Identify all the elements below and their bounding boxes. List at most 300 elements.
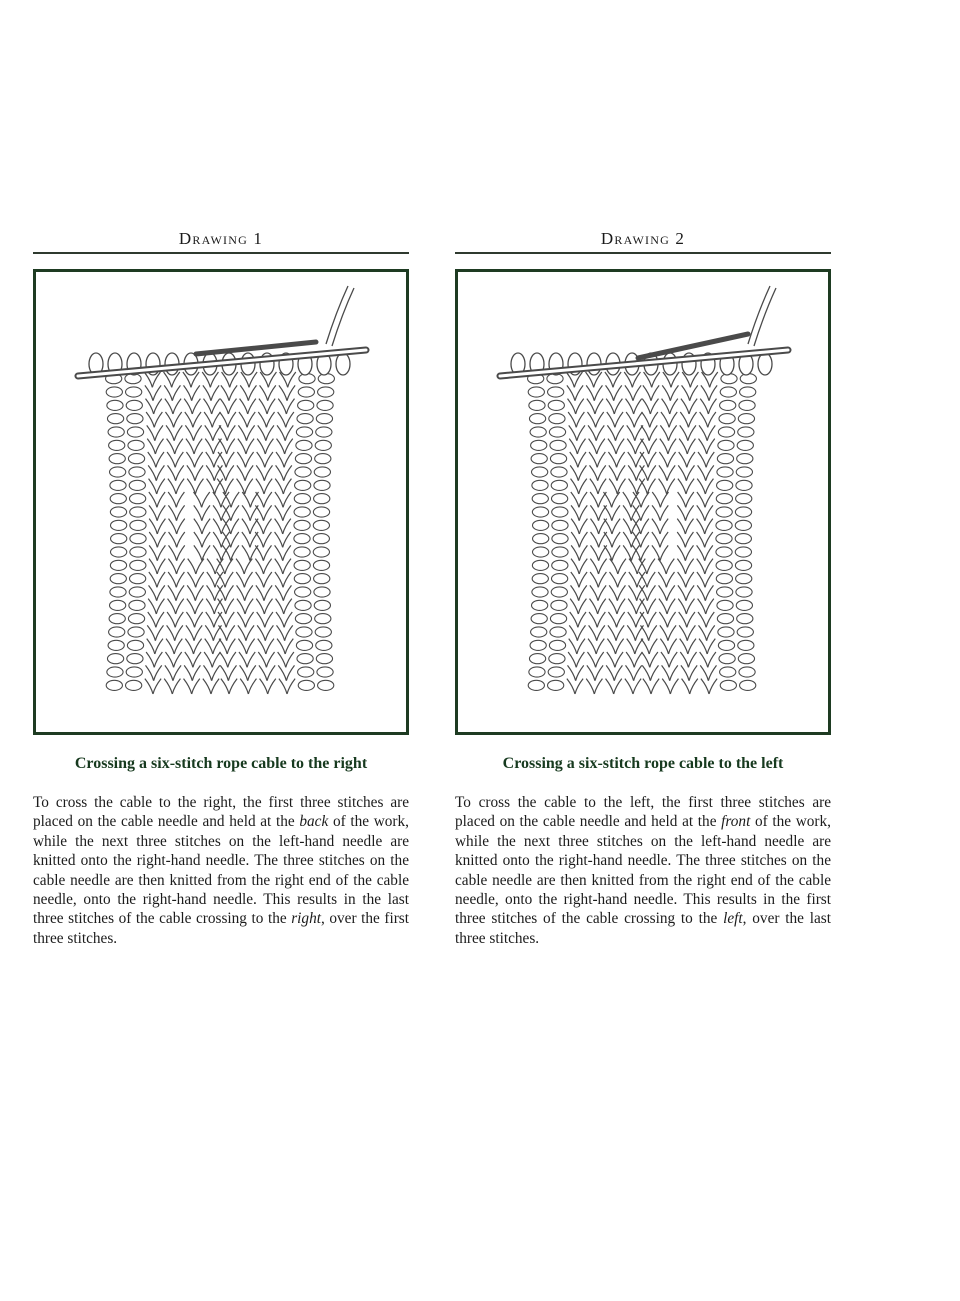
purl-stitch (717, 467, 733, 477)
knit-stitch-leg (627, 639, 635, 654)
knit-stitch-leg (231, 532, 239, 547)
knit-stitch-leg (623, 492, 631, 507)
knit-stitch-leg (239, 652, 247, 667)
knit-stitch-leg (614, 385, 622, 400)
knit-stitch-leg (686, 492, 694, 507)
knit-stitch-leg (205, 625, 213, 640)
purl-stitch (314, 574, 330, 584)
knit-stitch-leg (147, 639, 155, 654)
knit-stitch-leg (571, 532, 579, 547)
knit-stitch-leg (625, 679, 633, 694)
purl-stitch (110, 494, 126, 504)
knit-stitch-leg (192, 679, 200, 694)
knit-stitch-leg (219, 639, 227, 654)
knit-stitch-leg (157, 572, 165, 587)
purl-stitch (318, 387, 334, 397)
knit-stitch-leg (211, 679, 219, 694)
knit-stitch-leg (616, 425, 624, 440)
knit-stitch-leg (626, 665, 634, 680)
knit-stitch-leg (708, 399, 716, 414)
knit-stitch-leg (211, 385, 219, 400)
knit-stitch-leg (667, 452, 675, 467)
knit-stitch-leg (192, 665, 200, 680)
knit-stitch-leg (650, 399, 658, 414)
knit-stitch-leg (149, 492, 157, 507)
knit-stitch-leg (207, 572, 215, 587)
knit-stitch-leg (590, 559, 598, 574)
knit-stitch-leg (609, 465, 617, 480)
knit-stitch-leg (579, 545, 587, 560)
purl-stitch (126, 680, 142, 690)
knit-stitch-leg (571, 559, 579, 574)
knit-stitch-leg (247, 639, 255, 654)
knit-stitch-leg (207, 479, 215, 494)
knit-stitch-leg (568, 399, 576, 414)
knit-stitch-leg (286, 652, 294, 667)
knit-stitch-leg (203, 679, 211, 694)
knit-stitch-leg (642, 665, 650, 680)
knit-stitch-leg (698, 612, 706, 627)
knit-stitch-leg (229, 679, 237, 694)
knit-stitch-leg (604, 505, 612, 520)
knit-stitch-leg (157, 532, 165, 547)
knit-stitch-leg (679, 439, 687, 454)
knit-stitch-leg (690, 385, 698, 400)
knit-stitch-leg (606, 399, 614, 414)
knit-stitch-leg (167, 625, 175, 640)
knit-stitch-leg (242, 545, 250, 560)
purl-stitch (128, 454, 144, 464)
knit-stitch-leg (597, 612, 605, 627)
knit-stitch-leg (164, 385, 172, 400)
knit-stitch-leg (168, 599, 176, 614)
knit-stitch-leg (604, 519, 612, 534)
knit-stitch-leg (578, 612, 586, 627)
knit-stitch-leg (598, 585, 606, 600)
knit-stitch-leg (275, 585, 283, 600)
purl-stitch (720, 387, 736, 397)
knit-stitch-leg (641, 505, 649, 520)
purl-stitch (532, 587, 548, 597)
knit-stitch-leg (166, 639, 174, 654)
knit-stitch-leg (177, 545, 185, 560)
knit-stitch-leg (149, 559, 157, 574)
knit-stitch-leg (609, 572, 617, 587)
knit-stitch-leg (157, 519, 165, 534)
knit-stitch-leg (195, 452, 203, 467)
knit-stitch-leg (147, 425, 155, 440)
knit-stitch-leg (149, 532, 157, 547)
knit-stitch-leg (248, 385, 256, 400)
purl-stitch (739, 400, 755, 410)
knit-stitch-leg (636, 452, 644, 467)
knit-stitch-leg (146, 652, 154, 667)
knit-stitch-leg (275, 492, 283, 507)
knit-stitch-leg (188, 559, 196, 574)
purl-stitch (127, 414, 143, 424)
purl-stitch (109, 454, 125, 464)
purl-stitch (736, 480, 752, 490)
knit-stitch-leg (245, 479, 253, 494)
knit-stitch-leg (266, 652, 274, 667)
knit-stitch-leg (679, 612, 687, 627)
knit-stitch-leg (157, 479, 165, 494)
purl-stitch (531, 454, 547, 464)
knit-stitch-leg (590, 479, 598, 494)
knit-stitch-leg (237, 479, 245, 494)
emphasis-word: front (721, 813, 751, 831)
knit-stitch-leg (213, 532, 221, 547)
knit-stitch-leg (155, 425, 163, 440)
knit-stitch-leg (244, 572, 252, 587)
purl-stitch (315, 454, 331, 464)
purl-stitch (295, 454, 311, 464)
knit-stitch-leg (196, 559, 204, 574)
knit-stitch-leg (590, 465, 598, 480)
knit-stitch-leg (700, 665, 708, 680)
knit-stitch-leg (155, 639, 163, 654)
knit-stitch-leg (571, 479, 579, 494)
knit-stitch-leg (701, 385, 709, 400)
knit-stitch-leg (698, 452, 706, 467)
knit-stitch-leg (148, 452, 156, 467)
purl-stitch (551, 587, 567, 597)
knit-stitch-leg (156, 599, 164, 614)
purl-stitch (318, 680, 334, 690)
knit-stitch-leg (148, 465, 156, 480)
purl-stitch (718, 627, 734, 637)
knit-stitch-leg (202, 505, 210, 520)
knit-stitch-leg (607, 639, 615, 654)
knit-stitch-leg (240, 385, 248, 400)
knit-stitch-leg (697, 492, 705, 507)
knit-stitch-leg (701, 679, 709, 694)
knit-stitch-leg (649, 639, 657, 654)
knit-stitch-leg (571, 505, 579, 520)
purl-stitch (718, 427, 734, 437)
knit-stitch-leg (165, 652, 173, 667)
knit-stitch-leg (575, 679, 583, 694)
purl-stitch (737, 627, 753, 637)
knit-stitch-leg (285, 425, 293, 440)
purl-stitch (109, 614, 125, 624)
knit-stitch-leg (652, 505, 660, 520)
purl-stitch (736, 494, 752, 504)
knit-stitch-leg (598, 599, 606, 614)
knit-stitch-leg (662, 679, 670, 694)
purl-stitch (316, 654, 332, 664)
knit-stitch-leg (660, 505, 668, 520)
knit-stitch-leg (660, 532, 668, 547)
knit-stitch-leg (705, 572, 713, 587)
knit-stitch-leg (174, 652, 182, 667)
knit-stitch-leg (165, 665, 173, 680)
knit-stitch-leg (628, 452, 636, 467)
knit-stitch-leg (595, 665, 603, 680)
knit-stitch-leg (173, 399, 181, 414)
drawing-2-column (455, 225, 831, 964)
knit-stitch-leg (705, 505, 713, 520)
knit-stitch-leg (264, 492, 272, 507)
knit-stitch-leg (680, 639, 688, 654)
knit-stitch-leg (225, 479, 233, 494)
knit-stitch-leg (626, 652, 634, 667)
knit-stitch-leg (275, 479, 283, 494)
knit-stitch-leg (176, 599, 184, 614)
knit-stitch-leg (263, 545, 271, 560)
knit-stitch-leg (668, 439, 676, 454)
knit-stitch-leg (248, 665, 256, 680)
knit-stitch-leg (685, 532, 693, 547)
knit-stitch-leg (260, 385, 268, 400)
knit-stitch-leg (146, 399, 154, 414)
knit-stitch-leg (228, 412, 236, 427)
knit-stitch-leg (285, 639, 293, 654)
purl-stitch (716, 534, 732, 544)
knit-stitch-leg (596, 412, 604, 427)
knit-stitch-leg (591, 545, 599, 560)
purl-stitch (549, 640, 565, 650)
purl-stitch (110, 507, 126, 517)
knit-stitch-leg (186, 625, 194, 640)
knit-stitch-leg (615, 652, 623, 667)
purl-stitch (128, 440, 144, 450)
knit-stitch-leg (219, 425, 227, 440)
purl-stitch (717, 454, 733, 464)
knit-stitch-leg (590, 572, 598, 587)
knit-stitch-leg (226, 465, 234, 480)
knit-stitch-leg (641, 519, 649, 534)
knit-stitch-leg (623, 532, 631, 547)
purl-stitch (110, 587, 126, 597)
knit-stitch-leg (578, 452, 586, 467)
knit-stitch-leg (278, 665, 286, 680)
purl-stitch (532, 574, 548, 584)
purl-stitch (717, 587, 733, 597)
knit-stitch-leg (206, 465, 214, 480)
purl-stitch (549, 427, 565, 437)
knit-stitch-leg (687, 439, 695, 454)
purl-stitch (529, 400, 545, 410)
knit-stitch-leg (176, 492, 184, 507)
knit-stitch-leg (587, 399, 595, 414)
knit-stitch-leg (167, 612, 175, 627)
knit-stitch-leg (193, 492, 201, 507)
knit-stitch-leg (246, 439, 254, 454)
knit-stitch-leg (705, 585, 713, 600)
knit-stitch-leg (255, 505, 263, 520)
purl-stitch (297, 654, 313, 664)
knit-stitch-leg (686, 505, 694, 520)
knit-stitch-leg (255, 545, 263, 560)
knit-stitch-leg (247, 652, 255, 667)
purl-stitch (294, 560, 310, 570)
knit-stitch-leg (697, 505, 705, 520)
knit-stitch-leg (226, 612, 234, 627)
purl-stitch (719, 654, 735, 664)
purl-stitch (549, 654, 565, 664)
purl-stitch (128, 614, 144, 624)
knit-stitch-leg (571, 492, 579, 507)
knit-stitch-leg (636, 465, 644, 480)
knit-stitch-leg (194, 639, 202, 654)
knit-stitch-leg (614, 679, 622, 694)
knit-stitch-leg (618, 559, 626, 574)
drawing-title: Drawing 2 (600, 229, 686, 248)
knit-stitch-leg (576, 665, 584, 680)
purl-stitch (110, 574, 126, 584)
knit-stitch-leg (708, 412, 716, 427)
knit-stitch-leg (264, 505, 272, 520)
knit-stitch-leg (245, 465, 253, 480)
knit-stitch-leg (195, 479, 203, 494)
purl-stitch (129, 480, 145, 490)
knit-stitch-leg (248, 399, 256, 414)
knit-stitch-leg (640, 599, 648, 614)
purl-stitch (551, 600, 567, 610)
purl-stitch (550, 440, 566, 450)
knit-stitch-leg (278, 652, 286, 667)
knit-stitch-leg (157, 545, 165, 560)
knit-stitch-leg (685, 545, 693, 560)
knit-stitch-leg (168, 572, 176, 587)
knit-stitch-leg (608, 612, 616, 627)
knit-stitch-leg (607, 425, 615, 440)
knit-stitch-leg (149, 505, 157, 520)
drawing-title: Drawing 1 (178, 229, 264, 248)
purl-stitch (298, 400, 314, 410)
knit-stitch-leg (168, 559, 176, 574)
knit-stitch-leg (276, 612, 284, 627)
knit-stitch-leg (285, 439, 293, 454)
knit-stitch-leg (176, 585, 184, 600)
purl-stitch (716, 547, 732, 557)
knit-stitch-leg (697, 585, 705, 600)
knit-stitch-leg (214, 599, 222, 614)
knit-stitch-leg (629, 585, 637, 600)
purl-stitch (130, 520, 146, 530)
knit-stitch-leg (283, 505, 291, 520)
knit-stitch-leg (255, 559, 263, 574)
knit-stitch-leg (706, 452, 714, 467)
purl-stitch (295, 467, 311, 477)
purl-stitch (126, 400, 142, 410)
purl-stitch (108, 427, 124, 437)
purl-stitch (717, 600, 733, 610)
knit-stitch-leg (681, 399, 689, 414)
knit-stitch-leg (256, 599, 264, 614)
knit-stitch-leg (576, 399, 584, 414)
knit-stitch-leg (643, 679, 651, 694)
knit-stitch-leg (598, 572, 606, 587)
knit-stitch-leg (606, 665, 614, 680)
knit-stitch-leg (149, 519, 157, 534)
knit-stitch-leg (267, 665, 275, 680)
knit-stitch-leg (707, 425, 715, 440)
knit-stitch-leg (283, 585, 291, 600)
knit-stitch-leg (678, 585, 686, 600)
purl-stitch (109, 440, 125, 450)
knit-stitch-leg (284, 612, 292, 627)
knit-stitch-leg (227, 625, 235, 640)
emphasis-word: back (299, 813, 329, 831)
purl-stitch (738, 414, 754, 424)
knit-stitch-leg (617, 465, 625, 480)
knit-stitch-leg (175, 452, 183, 467)
knit-stitch-leg (598, 479, 606, 494)
knit-stitch-leg (589, 625, 597, 640)
knit-stitch-leg (648, 452, 656, 467)
knit-stitch-leg (275, 519, 283, 534)
knit-stitch-leg (609, 479, 617, 494)
knit-stitch-leg (661, 412, 669, 427)
knit-stitch-leg (577, 639, 585, 654)
knit-stitch-leg (202, 545, 210, 560)
purl-stitch (294, 534, 310, 544)
knit-stitch-leg (636, 599, 644, 614)
knit-stitch-leg (154, 412, 162, 427)
knit-stitch-leg (596, 425, 604, 440)
knit-stitch-leg (275, 572, 283, 587)
knit-stitch-leg (259, 399, 267, 414)
knit-stitch-leg (595, 399, 603, 414)
knit-stitch-leg (231, 505, 239, 520)
knit-stitch-leg (287, 385, 295, 400)
knit-stitch-leg (155, 439, 163, 454)
knit-stitch-leg (662, 385, 670, 400)
knit-stitch-leg (669, 425, 677, 440)
knit-stitch-leg (227, 425, 235, 440)
knit-stitch-leg (661, 652, 669, 667)
knit-stitch-leg (213, 519, 221, 534)
knit-stitch-leg (579, 532, 587, 547)
purl-stitch (298, 680, 314, 690)
knit-stitch-leg (220, 399, 228, 414)
knit-stitch-leg (587, 652, 595, 667)
knit-stitch-leg (651, 385, 659, 400)
knit-stitch-leg (227, 639, 235, 654)
knit-stitch-leg (697, 572, 705, 587)
knit-stitch-leg (154, 665, 162, 680)
knit-stitch-leg (168, 505, 176, 520)
drawing-description: To cross the cable to the right, the first three stitches are placed on the cable needle and held at the back of the work, while the next three stitches on the left-hand needle are knitted onto the right-hand needle. The three stitches on the cable needle are then knitted from the right end of the cable needle, onto the right-hand needle. This results in the last three stitches of the cable crossing to the right, over the first three stitches. (33, 794, 410, 947)
purl-stitch (531, 627, 547, 637)
knit-stitch-leg (649, 425, 657, 440)
knit-stitch-leg (706, 465, 714, 480)
knit-stitch-leg (276, 452, 284, 467)
knit-stitch-leg (184, 399, 192, 414)
knit-stitch-leg (187, 599, 195, 614)
knit-stitch-leg (648, 599, 656, 614)
knit-stitch-leg (607, 652, 615, 667)
purl-stitch (130, 507, 146, 517)
knit-stitch-leg (204, 665, 212, 680)
purl-stitch (107, 400, 123, 410)
knit-stitch-leg (185, 425, 193, 440)
knit-stitch-leg (669, 639, 677, 654)
knit-stitch-leg (603, 492, 611, 507)
knit-stitch-leg (213, 492, 221, 507)
knit-stitch-leg (219, 625, 227, 640)
purl-stitch (108, 640, 124, 650)
knit-stitch-leg (652, 532, 660, 547)
purl-stitch (109, 627, 125, 637)
knit-stitch-leg (155, 625, 163, 640)
knit-stitch-leg (237, 465, 245, 480)
purl-stitch (551, 467, 567, 477)
knit-stitch-leg (268, 679, 276, 694)
knit-stitch-leg (258, 412, 266, 427)
